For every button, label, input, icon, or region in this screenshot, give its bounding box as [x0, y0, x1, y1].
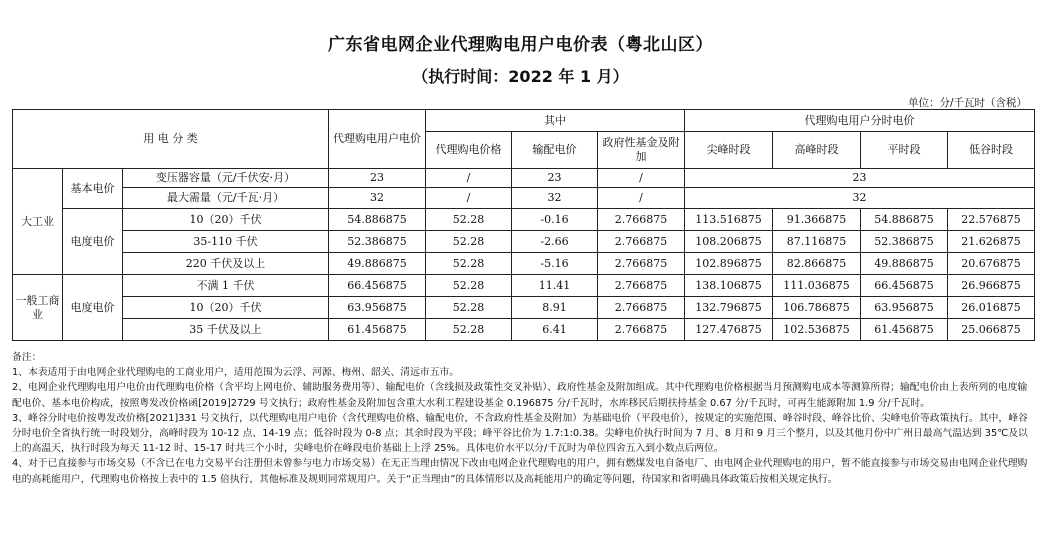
- transmission-price-cell: 32: [512, 188, 598, 209]
- flat-cell: 63.956875: [861, 297, 948, 319]
- fund-cell: /: [598, 169, 685, 188]
- purchase-price-cell: 52.28: [426, 231, 512, 253]
- high-cell: 87.116875: [773, 231, 861, 253]
- peak-cell: 138.106875: [685, 275, 773, 297]
- note-item: 3、峰谷分时电价按粤发改价格[2021]331 号文执行，以代理购电用户电价（含代理购电价格、输配电价，不含政府性基金及附加）为基础电价（平段电价），按规定的实施范围、峰谷时段、峰谷比价、尖峰电价等政策执行。其中，峰谷分时电价全省执行统一时段划分，高峰时段为 10-12 点、14-19 点；低谷时段为 0-8 点；其余时段为平段；峰平谷比价为 1.7:1:0.38。尖峰电价执行时间为 7 月、8 月和 9 月三个整月，以及其他月份中广州日最高气温达到 35℃及以上的高温天，执行时段为每天 11-12 时、15-17 时共三个小时，尖峰电价在峰段电价基础上上浮 25%。具体电价水平以分/千瓦时为单位四舍五入到小数点后两位。: [12, 412, 1028, 455]
- agent-price-cell: 54.886875: [329, 209, 426, 231]
- agent-price-cell: 61.456875: [329, 319, 426, 341]
- transmission-price-cell: 6.41: [512, 319, 598, 341]
- table-row: [13, 188, 1035, 209]
- note-item: 1、本表适用于由电网企业代理购电的工商业用户，适用范围为云浮、河源、梅州、韶关、清远市五市。: [12, 367, 460, 379]
- peak-cell: 108.206875: [685, 231, 773, 253]
- peak-cell: 113.516875: [685, 209, 773, 231]
- purchase-price-cell: /: [426, 169, 512, 188]
- table-row: [13, 319, 1035, 341]
- flat-cell: 52.386875: [861, 231, 948, 253]
- transmission-price-cell: -0.16: [512, 209, 598, 231]
- valley-cell: 20.676875: [948, 253, 1035, 275]
- flat-cell: 49.886875: [861, 253, 948, 275]
- flat-cell: 66.456875: [861, 275, 948, 297]
- header-among: 其中: [426, 110, 685, 132]
- agent-price-cell: 66.456875: [329, 275, 426, 297]
- row-name: 220 千伏及以上: [123, 253, 329, 275]
- header-purchase-price: 代理购电价格: [426, 132, 512, 169]
- document-subtitle: （执行时间：2022 年 1 月）: [412, 67, 629, 86]
- valley-cell: 26.016875: [948, 297, 1035, 319]
- tou-cell: 32: [685, 188, 1035, 209]
- peak-cell: 132.796875: [685, 297, 773, 319]
- fund-cell: 2.766875: [598, 297, 685, 319]
- valley-cell: 25.066875: [948, 319, 1035, 341]
- agent-price-cell: 49.886875: [329, 253, 426, 275]
- valley-cell: 21.626875: [948, 231, 1035, 253]
- purchase-price-cell: 52.28: [426, 297, 512, 319]
- purchase-price-cell: /: [426, 188, 512, 209]
- purchase-price-cell: 52.28: [426, 275, 512, 297]
- energy-price-label: 电度电价: [63, 209, 123, 275]
- valley-cell: 26.966875: [948, 275, 1035, 297]
- header-valley: 低谷时段: [948, 132, 1035, 169]
- transmission-price-cell: 8.91: [512, 297, 598, 319]
- row-name: 10（20）千伏: [123, 297, 329, 319]
- note-item: 4、对于已直接参与市场交易（不含已在电力交易平台注册但未曾参与电力市场交易）在无正当理由情况下改由电网企业代理购电的用户，拥有燃煤发电自备电厂、由电网企业代理购电的用户，暂不能直接参与市场交易由电网企业代理购电的高耗能用户，代理购电价格按上表中的 1.5 倍执行，其他标准及规则同常规用户。关于“正当理由”的具体情形以及高耗能用户的确定等问题，待国家和省明确具体政策后按相关规定执行。: [12, 458, 1028, 485]
- header-tou-group: 代理购电用户分时电价: [685, 110, 1035, 132]
- table-row: [13, 253, 1035, 275]
- document-title: 广东省电网企业代理购电用户电价表（粤北山区）: [328, 35, 713, 55]
- valley-cell: 22.576875: [948, 209, 1035, 231]
- purchase-price-cell: 52.28: [426, 253, 512, 275]
- header-flat: 平时段: [861, 132, 948, 169]
- large-industry-label: 大工业: [13, 169, 63, 275]
- row-name: 不满 1 千伏: [123, 275, 329, 297]
- basic-price-label: 基本电价: [63, 169, 123, 209]
- row-name: 35-110 千伏: [123, 231, 329, 253]
- unit-label: 单位：分/千瓦时（含税）: [907, 97, 1027, 109]
- row-name: 10（20）千伏: [123, 209, 329, 231]
- peak-cell: 102.896875: [685, 253, 773, 275]
- purchase-price-cell: 52.28: [426, 209, 512, 231]
- agent-price-cell: 63.956875: [329, 297, 426, 319]
- table-row: [13, 275, 1035, 297]
- notes-heading: 备注：: [12, 352, 42, 363]
- table-row: [13, 169, 1035, 188]
- fund-cell: /: [598, 188, 685, 209]
- header-peak: 尖峰时段: [685, 132, 773, 169]
- high-cell: 106.786875: [773, 297, 861, 319]
- energy-price-label: 电度电价: [63, 275, 123, 341]
- flat-cell: 54.886875: [861, 209, 948, 231]
- fund-cell: 2.766875: [598, 209, 685, 231]
- table-row: [13, 231, 1035, 253]
- table-row: [13, 297, 1035, 319]
- flat-cell: 61.456875: [861, 319, 948, 341]
- fund-cell: 2.766875: [598, 319, 685, 341]
- fund-cell: 2.766875: [598, 231, 685, 253]
- high-cell: 91.366875: [773, 209, 861, 231]
- agent-price-cell: 32: [329, 188, 426, 209]
- high-cell: 82.866875: [773, 253, 861, 275]
- high-cell: 111.036875: [773, 275, 861, 297]
- price-table: [12, 109, 1035, 341]
- purchase-price-cell: 52.28: [426, 319, 512, 341]
- header-agent-price: 代理购电用户电价: [329, 110, 426, 169]
- table-row: [13, 209, 1035, 231]
- header-fund: 政府性基金及附加: [598, 132, 685, 169]
- header-category: 用 电 分 类: [13, 110, 329, 169]
- row-name: 35 千伏及以上: [123, 319, 329, 341]
- general-label: 一般工商业: [13, 275, 63, 341]
- fund-cell: 2.766875: [598, 253, 685, 275]
- transmission-price-cell: 23: [512, 169, 598, 188]
- header-transmission-price: 输配电价: [512, 132, 598, 169]
- note-item: 2、电网企业代理购电用户电价由代理购电价格（含平均上网电价、辅助服务费用等）、输配电价（含线损及政策性交叉补贴）、政府性基金及附加组成。其中代理购电价格根据当月预测购电成本等测算所得；输配电价由上表所列的电度输配电价、基本电价构成，按照粤发改价格函[2019]2729 号文执行；政府性基金及附加包含重大水利工程建设基金 0.196875 分/千瓦时，水库移民后期扶持基金 0.67 分/千瓦时，可再生能源附加 1.9 分/千瓦时。: [12, 382, 1028, 409]
- transmission-price-cell: 11.41: [512, 275, 598, 297]
- fund-cell: 2.766875: [598, 275, 685, 297]
- tou-cell: 23: [685, 169, 1035, 188]
- transmission-price-cell: -2.66: [512, 231, 598, 253]
- agent-price-cell: 23: [329, 169, 426, 188]
- header-row-1: [13, 110, 1035, 132]
- notes-section: [12, 350, 1032, 487]
- peak-cell: 127.476875: [685, 319, 773, 341]
- row-name: 变压器容量（元/千伏安·月）: [123, 169, 329, 188]
- header-high: 高峰时段: [773, 132, 861, 169]
- high-cell: 102.536875: [773, 319, 861, 341]
- row-name: 最大需量（元/千瓦·月）: [123, 188, 329, 209]
- agent-price-cell: 52.386875: [329, 231, 426, 253]
- transmission-price-cell: -5.16: [512, 253, 598, 275]
